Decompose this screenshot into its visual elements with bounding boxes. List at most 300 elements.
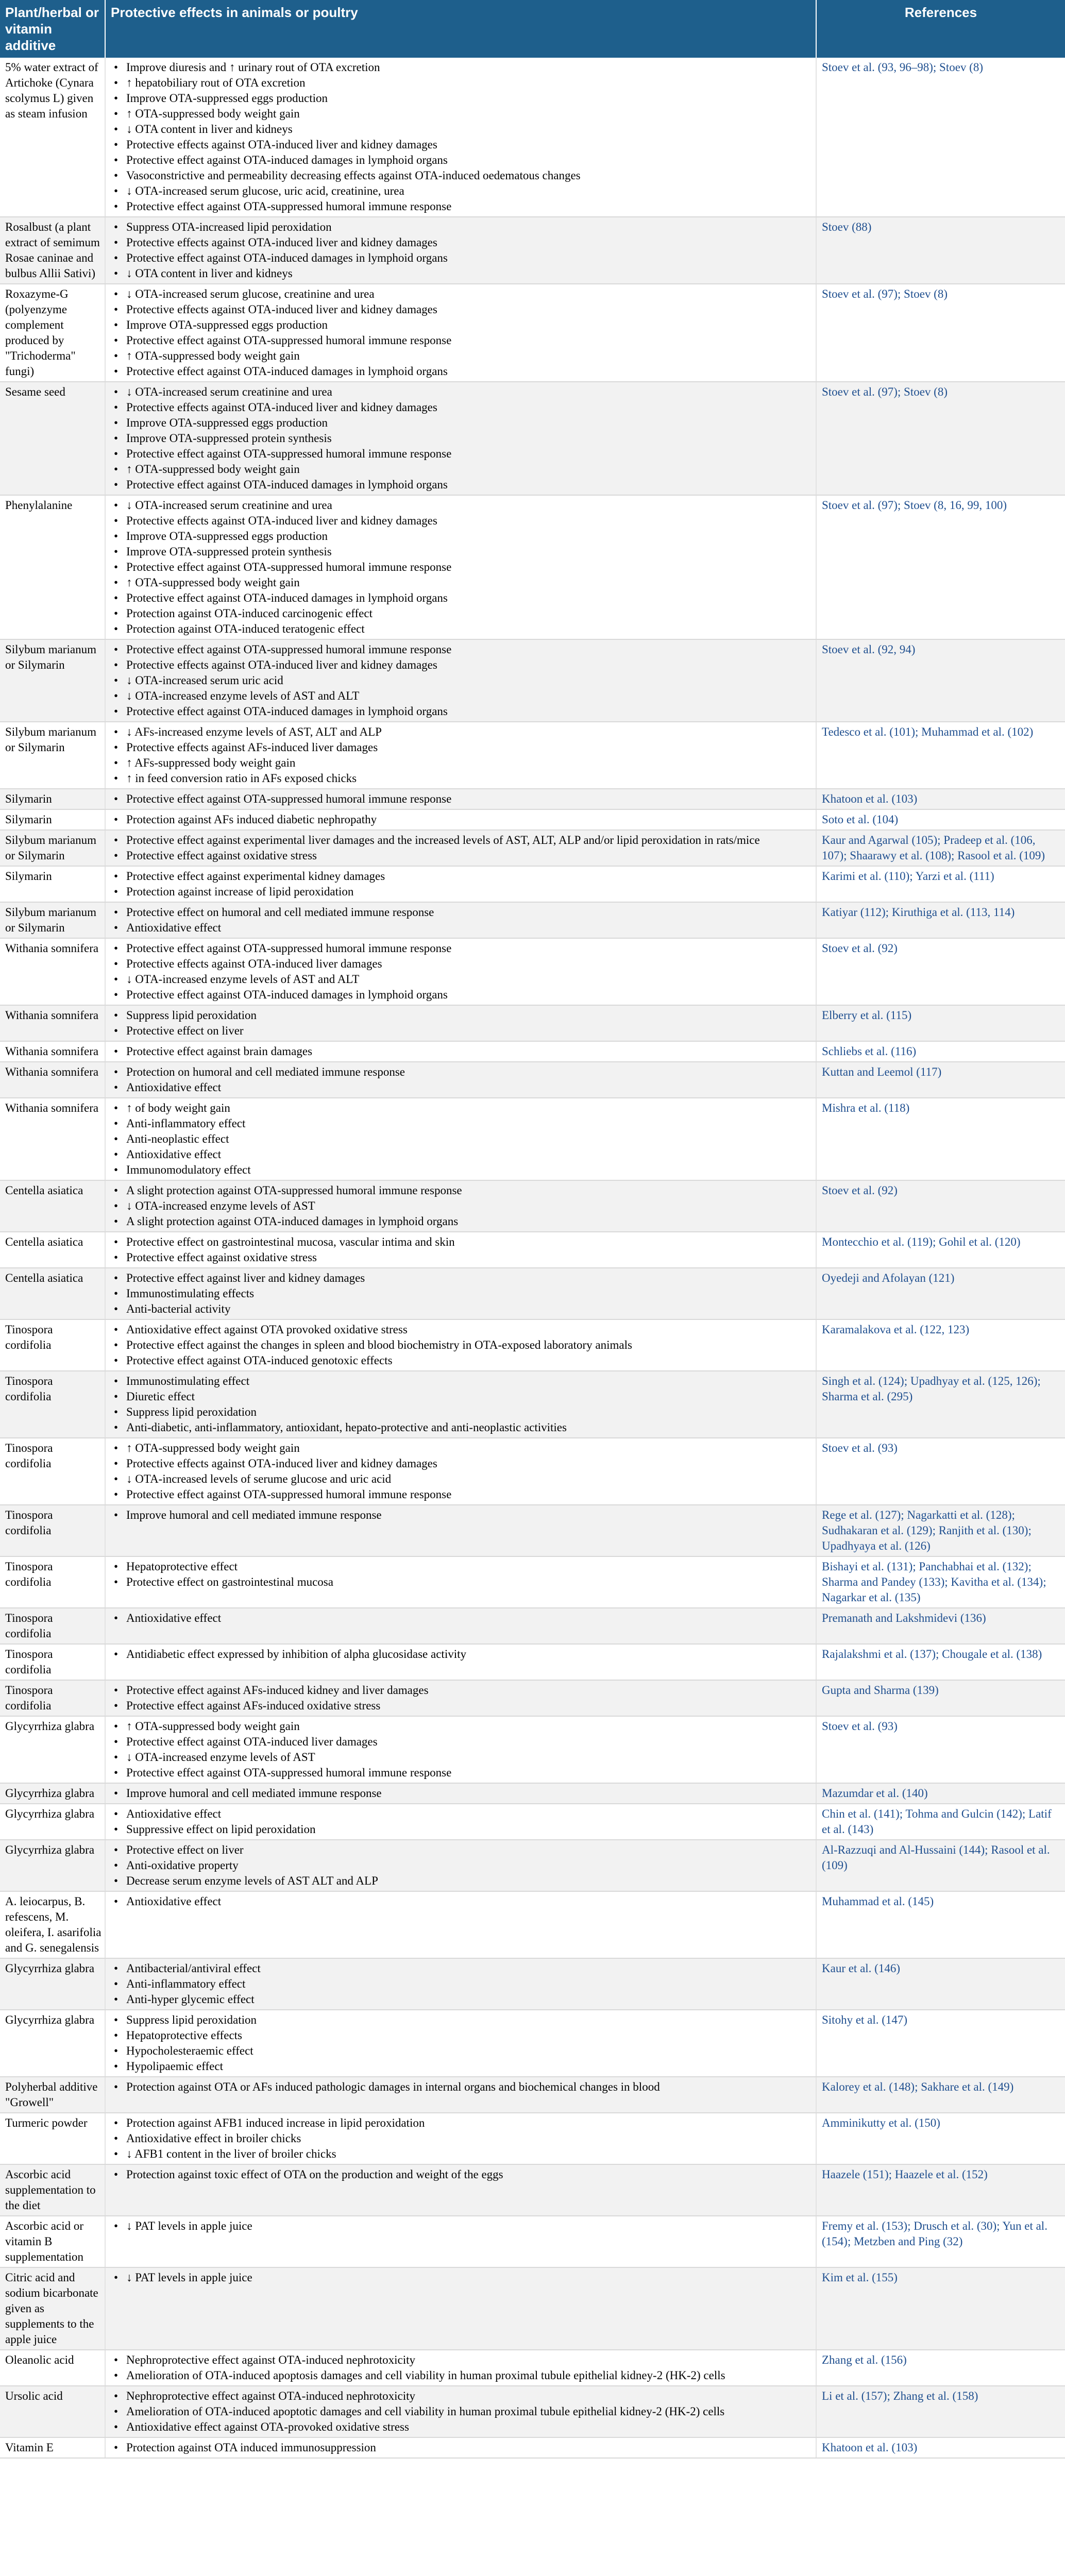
additive-cell: Silybum marianum or Silymarin bbox=[0, 902, 105, 938]
additive-cell: Silymarin bbox=[0, 789, 105, 809]
effect-item: • A slight protection against OTA-induced damages in lymphoid organs bbox=[126, 1214, 810, 1229]
effects-cell bbox=[105, 1783, 816, 1804]
table-row bbox=[0, 1608, 1065, 1644]
effects-list bbox=[109, 1100, 810, 1178]
table-row bbox=[0, 639, 1065, 722]
reference-citation[interactable]: Rajalakshmi et al. (137); Chougale et al. (138) bbox=[822, 1648, 1042, 1660]
additive-cell: Tinospora cordifolia bbox=[0, 1371, 105, 1438]
reference-citation[interactable]: Bishayi et al. (131); Panchabhai et al. (132); Sharma and Pandey (133); Kavitha et al. (134); Nagarkar et al. (135) bbox=[822, 1560, 1046, 1604]
table-row bbox=[0, 722, 1065, 789]
reference-citation[interactable]: Stoev (88) bbox=[822, 221, 872, 233]
effects-list bbox=[109, 498, 810, 637]
references-cell bbox=[816, 639, 1065, 722]
effect-item: • ↑ OTA-suppressed body weight gain bbox=[126, 348, 810, 364]
references-cell bbox=[816, 938, 1065, 1005]
table-row bbox=[0, 1680, 1065, 1716]
effects-cell bbox=[105, 495, 816, 639]
references-cell bbox=[816, 2350, 1065, 2386]
effect-item: • Anti-inflammatory effect bbox=[126, 1976, 810, 1992]
references-cell bbox=[816, 830, 1065, 866]
references-cell bbox=[816, 1232, 1065, 1268]
table-row bbox=[0, 866, 1065, 902]
effects-list bbox=[109, 941, 810, 1003]
header-additive: Plant/herbal or vitamin additive bbox=[0, 0, 105, 58]
reference-citation[interactable]: Schliebs et al. (116) bbox=[822, 1045, 917, 1058]
table-row bbox=[0, 1783, 1065, 1804]
effect-item: • Protection against AFs induced diabetic nephropathy bbox=[126, 812, 810, 827]
effects-list bbox=[109, 1894, 810, 1909]
effect-item: • Protective effect against AFs-induced oxidative stress bbox=[126, 1698, 810, 1714]
reference-citation[interactable]: Kim et al. (155) bbox=[822, 2271, 898, 2284]
reference-citation[interactable]: Haazele (151); Haazele et al. (152) bbox=[822, 2168, 988, 2181]
effect-item: • Improve OTA-suppressed protein synthesis bbox=[126, 544, 810, 560]
effects-cell bbox=[105, 1268, 816, 1319]
additive-cell: Glycyrrhiza glabra bbox=[0, 2010, 105, 2077]
effect-item: • ↓ AFB1 content in the liver of broiler chicks bbox=[126, 2146, 810, 2162]
table-row bbox=[0, 217, 1065, 284]
effects-cell bbox=[105, 58, 816, 217]
effect-item: • ↑ of body weight gain bbox=[126, 1100, 810, 1116]
reference-citation[interactable]: Kaur et al. (146) bbox=[822, 1962, 900, 1975]
effect-item: • Immunostimulating effect bbox=[126, 1374, 810, 1389]
references-cell bbox=[816, 866, 1065, 902]
effect-item: • Improve diuresis and ↑ urinary rout of OTA excretion bbox=[126, 60, 810, 75]
table-row bbox=[0, 2077, 1065, 2113]
effect-item: • ↓ OTA content in liver and kidneys bbox=[126, 266, 810, 281]
reference-citation[interactable]: Gupta and Sharma (139) bbox=[822, 1684, 939, 1697]
effect-item: • Protective effect against experimental liver damages and the increased levels of AST, ALT, ALP and/or lipid peroxidation in rats/mice bbox=[126, 833, 810, 848]
references-cell bbox=[816, 1891, 1065, 1958]
effect-item: • Protective effect against experimental kidney damages bbox=[126, 869, 810, 884]
effects-cell bbox=[105, 2386, 816, 2437]
effect-item: • Suppress lipid peroxidation bbox=[126, 1404, 810, 1420]
effect-item: • Protection against OTA induced immunosuppression bbox=[126, 2440, 810, 2455]
effect-item: • Antibacterial/antiviral effect bbox=[126, 1961, 810, 1976]
effect-item: • Anti-oxidative property bbox=[126, 1858, 810, 1873]
effect-item: • Hepatoprotective effect bbox=[126, 1559, 810, 1574]
effect-item: • ↓ AFs-increased enzyme levels of AST, ALT and ALP bbox=[126, 724, 810, 740]
effects-list bbox=[109, 1008, 810, 1039]
reference-citation[interactable]: Premanath and Lakshmidevi (136) bbox=[822, 1612, 986, 1624]
reference-citation[interactable]: Amminikutty et al. (150) bbox=[822, 2116, 940, 2129]
reference-citation[interactable]: Chin et al. (141); Tohma and Gulcin (142); Latif et al. (143) bbox=[822, 1807, 1052, 1836]
effect-item: • Anti-diabetic, anti-inflammatory, antioxidant, hepato-protective and anti-neoplastic activities bbox=[126, 1420, 810, 1435]
additive-cell: Tinospora cordifolia bbox=[0, 1438, 105, 1505]
effects-list bbox=[109, 1806, 810, 1837]
effect-item: • Protective effects against OTA-induced liver and kidney damages bbox=[126, 137, 810, 152]
effect-item: • Protective effect on liver bbox=[126, 1842, 810, 1858]
reference-citation[interactable]: Stoev et al. (97); Stoev (8, 16, 99, 100) bbox=[822, 499, 1007, 512]
reference-citation[interactable]: Tedesco et al. (101); Muhammad et al. (102) bbox=[822, 725, 1034, 738]
effect-item: • ↑ in feed conversion ratio in AFs exposed chicks bbox=[126, 771, 810, 786]
effects-cell bbox=[105, 1062, 816, 1098]
effect-item: • Nephroprotective effect against OTA-induced nephrotoxicity bbox=[126, 2388, 810, 2404]
effect-item: • Improve humoral and cell mediated immune response bbox=[126, 1786, 810, 1801]
effect-item: • ↓ OTA-increased enzyme levels of AST and ALT bbox=[126, 688, 810, 704]
references-cell bbox=[816, 2216, 1065, 2267]
reference-citation[interactable]: Elberry et al. (115) bbox=[822, 1009, 912, 1022]
additive-cell: Glycyrrhiza glabra bbox=[0, 1804, 105, 1840]
reference-citation[interactable]: Mazumdar et al. (140) bbox=[822, 1787, 928, 1800]
table-row bbox=[0, 938, 1065, 1005]
additive-cell: Withania somnifera bbox=[0, 1098, 105, 1180]
effect-item: • Protective effects against OTA-induced liver and kidney damages bbox=[126, 1456, 810, 1471]
effects-cell bbox=[105, 2216, 816, 2267]
effects-cell bbox=[105, 938, 816, 1005]
effect-item: • Antioxidative effect bbox=[126, 1611, 810, 1626]
additive-cell: Withania somnifera bbox=[0, 1062, 105, 1098]
references-cell bbox=[816, 2386, 1065, 2437]
effects-cell bbox=[105, 830, 816, 866]
reference-citation[interactable]: Stoev et al. (93) bbox=[822, 1720, 898, 1733]
reference-citation[interactable]: Rege et al. (127); Nagarkatti et al. (128); Sudhakaran et al. (129); Ranjith et al. (130); Upadhyaya et al. (126) bbox=[822, 1509, 1032, 1552]
table-row bbox=[0, 1891, 1065, 1958]
effect-item: • ↑ hepatobiliary rout of OTA excretion bbox=[126, 75, 810, 91]
effects-list bbox=[109, 812, 810, 827]
references-cell bbox=[816, 1840, 1065, 1891]
table-row bbox=[0, 1180, 1065, 1232]
reference-citation[interactable]: Karimi et al. (110); Yarzi et al. (111) bbox=[822, 870, 994, 883]
references-cell bbox=[816, 1268, 1065, 1319]
effect-item: • A slight protection against OTA-suppressed humoral immune response bbox=[126, 1183, 810, 1198]
effect-item: • Protection against toxic effect of OTA on the production and weight of the eggs bbox=[126, 2167, 810, 2182]
effects-cell bbox=[105, 1180, 816, 1232]
effect-item: • Protective effect against OTA-induced damages in lymphoid organs bbox=[126, 364, 810, 379]
reference-citation[interactable]: Soto et al. (104) bbox=[822, 813, 899, 826]
effect-item: • Amelioration of OTA-induced apoptotic damages and cell viability in human proximal tubule epithelial kidney-2 (HK-2) cells bbox=[126, 2404, 810, 2419]
reference-citation[interactable]: Kuttan and Leemol (117) bbox=[822, 1065, 942, 1078]
reference-citation[interactable]: Singh et al. (124); Upadhyay et al. (125, 126); Sharma et al. (295) bbox=[822, 1375, 1041, 1403]
table-row bbox=[0, 1716, 1065, 1783]
reference-citation[interactable]: Muhammad et al. (145) bbox=[822, 1895, 934, 1908]
effect-item: • Protection against increase of lipid peroxidation bbox=[126, 884, 810, 900]
effects-list bbox=[109, 219, 810, 281]
effect-item: • Protective effect against oxidative stress bbox=[126, 1250, 810, 1265]
reference-citation[interactable]: Stoev et al. (93) bbox=[822, 1442, 898, 1454]
table-body bbox=[0, 58, 1065, 2458]
effects-list bbox=[109, 2115, 810, 2162]
effects-list bbox=[109, 1374, 810, 1435]
effect-item: • Protective effect against OTA-induced damages in lymphoid organs bbox=[126, 250, 810, 266]
effects-cell bbox=[105, 902, 816, 938]
effect-item: • Protection against OTA-induced carcinogenic effect bbox=[126, 606, 810, 621]
additive-cell: Phenylalanine bbox=[0, 495, 105, 639]
table-row bbox=[0, 809, 1065, 830]
reference-citation[interactable]: Stoev et al. (93, 96–98); Stoev (8) bbox=[822, 61, 984, 74]
effect-item: • Immunomodulatory effect bbox=[126, 1162, 810, 1178]
additive-cell: Oleanolic acid bbox=[0, 2350, 105, 2386]
effect-item: • Suppress OTA-increased lipid peroxidation bbox=[126, 219, 810, 235]
effect-item: • Protective effect against OTA-induced damages in lymphoid organs bbox=[126, 152, 810, 168]
effects-list bbox=[109, 1234, 810, 1265]
effects-list bbox=[109, 60, 810, 214]
effects-cell bbox=[105, 1232, 816, 1268]
effects-cell bbox=[105, 1505, 816, 1556]
references-cell bbox=[816, 1556, 1065, 1608]
table-row bbox=[0, 789, 1065, 809]
effect-item: • Protective effect against OTA-suppressed humoral immune response bbox=[126, 1765, 810, 1781]
additive-cell: Polyherbal additive "Growell" bbox=[0, 2077, 105, 2113]
effect-item: • ↑ OTA-suppressed body weight gain bbox=[126, 1440, 810, 1456]
effects-list bbox=[109, 286, 810, 379]
references-cell bbox=[816, 1716, 1065, 1783]
effects-cell bbox=[105, 866, 816, 902]
effects-list bbox=[109, 869, 810, 900]
effect-item: • Protective effect against OTA-suppressed humoral immune response bbox=[126, 642, 810, 657]
table-row bbox=[0, 1840, 1065, 1891]
effect-item: • Protective effects against OTA-induced liver damages bbox=[126, 956, 810, 972]
effect-item: • ↓ OTA-increased serum glucose, creatinine and urea bbox=[126, 286, 810, 302]
effects-cell bbox=[105, 1958, 816, 2010]
references-cell bbox=[816, 722, 1065, 789]
table-row bbox=[0, 2164, 1065, 2216]
table-row bbox=[0, 1319, 1065, 1371]
reference-citation[interactable]: Stoev et al. (92) bbox=[822, 1184, 898, 1197]
additive-cell: Sesame seed bbox=[0, 382, 105, 495]
references-cell bbox=[816, 2010, 1065, 2077]
references-cell bbox=[816, 1438, 1065, 1505]
effect-item: • Protective effect on gastrointestinal mucosa, vascular intima and skin bbox=[126, 1234, 810, 1250]
reference-citation[interactable]: Khatoon et al. (103) bbox=[822, 792, 918, 805]
table-row bbox=[0, 58, 1065, 217]
references-cell bbox=[816, 1180, 1065, 1232]
effect-item: • Protective effects against OTA-induced liver and kidney damages bbox=[126, 302, 810, 317]
references-cell bbox=[816, 1804, 1065, 1840]
effects-list bbox=[109, 2012, 810, 2074]
additive-cell: Tinospora cordifolia bbox=[0, 1680, 105, 1716]
references-cell bbox=[816, 2077, 1065, 2113]
table-row bbox=[0, 1005, 1065, 1041]
effect-item: • ↓ OTA-increased enzyme levels of AST bbox=[126, 1750, 810, 1765]
table-row bbox=[0, 2216, 1065, 2267]
effect-item: • Vasoconstrictive and permeability decreasing effects against OTA-induced oedematous changes bbox=[126, 168, 810, 183]
effect-item: • ↓ OTA-increased enzyme levels of AST and ALT bbox=[126, 972, 810, 987]
additive-cell: Vitamin E bbox=[0, 2437, 105, 2458]
table-row bbox=[0, 1505, 1065, 1556]
additive-cell: Withania somnifera bbox=[0, 938, 105, 1005]
effect-item: • Hypocholesteraemic effect bbox=[126, 2043, 810, 2059]
effects-cell bbox=[105, 1098, 816, 1180]
effect-item: • Nephroprotective effect against OTA-induced nephrotoxicity bbox=[126, 2352, 810, 2368]
effect-item: • Anti-neoplastic effect bbox=[126, 1131, 810, 1147]
table-row bbox=[0, 1438, 1065, 1505]
effects-list bbox=[109, 1559, 810, 1590]
effects-list bbox=[109, 384, 810, 493]
table-row bbox=[0, 495, 1065, 639]
additive-cell: 5% water extract of Artichoke (Cynara scolymus L) given as steam infusion bbox=[0, 58, 105, 217]
effect-item: • Improve OTA-suppressed eggs production bbox=[126, 529, 810, 544]
effect-item: • ↓ OTA-increased serum glucose, uric acid, creatinine, urea bbox=[126, 183, 810, 199]
effect-item: • Anti-bacterial activity bbox=[126, 1301, 810, 1317]
effects-list bbox=[109, 642, 810, 719]
references-cell bbox=[816, 284, 1065, 382]
table-row bbox=[0, 2010, 1065, 2077]
effect-item: • Protective effect against brain damages bbox=[126, 1044, 810, 1059]
additive-cell: Withania somnifera bbox=[0, 1005, 105, 1041]
references-cell bbox=[816, 382, 1065, 495]
references-cell bbox=[816, 2113, 1065, 2164]
references-cell bbox=[816, 1644, 1065, 1680]
effect-item: • Protective effect on humoral and cell mediated immune response bbox=[126, 905, 810, 920]
effect-item: • Improve OTA-suppressed eggs production bbox=[126, 415, 810, 431]
effect-item: • Protective effects against AFs-induced liver damages bbox=[126, 740, 810, 755]
table-row bbox=[0, 1804, 1065, 1840]
header-row bbox=[0, 0, 1065, 58]
additive-cell: Silymarin bbox=[0, 809, 105, 830]
effect-item: • Protective effects against OTA-induced liver and kidney damages bbox=[126, 235, 810, 250]
effect-item: • Suppress lipid peroxidation bbox=[126, 2012, 810, 2028]
table-row bbox=[0, 902, 1065, 938]
effects-list bbox=[109, 905, 810, 936]
effect-item: • Protective effect against OTA-induced damages in lymphoid organs bbox=[126, 987, 810, 1003]
effects-list bbox=[109, 2440, 810, 2455]
effect-item: • Suppressive effect on lipid peroxidation bbox=[126, 1822, 810, 1837]
effects-cell bbox=[105, 1891, 816, 1958]
additive-cell: Ascorbic acid or vitamin B supplementation bbox=[0, 2216, 105, 2267]
references-cell bbox=[816, 2437, 1065, 2458]
table-header bbox=[0, 0, 1065, 58]
effect-item: • Protective effect against OTA-induced genotoxic effects bbox=[126, 1353, 810, 1368]
additive-cell: Rosalbust (a plant extract of semimum Rosae caninae and bulbus Allii Sativi) bbox=[0, 217, 105, 284]
effect-item: • ↓ OTA content in liver and kidneys bbox=[126, 122, 810, 137]
additive-cell: A. leiocarpus, B. refescens, M. oleifera, I. asarifolia and G. senegalensis bbox=[0, 1891, 105, 1958]
reference-citation[interactable]: Khatoon et al. (103) bbox=[822, 2441, 918, 2454]
effects-cell bbox=[105, 2164, 816, 2216]
reference-citation[interactable]: Sitohy et al. (147) bbox=[822, 2013, 908, 2026]
effects-list bbox=[109, 2270, 810, 2285]
references-cell bbox=[816, 1041, 1065, 1062]
effects-list bbox=[109, 1270, 810, 1317]
effect-item: • Protective effect against OTA-induced damages in lymphoid organs bbox=[126, 590, 810, 606]
effect-item: • Protection against OTA or AFs induced pathologic damages in internal organs and biochemical changes in blood bbox=[126, 2079, 810, 2095]
effect-item: • Anti-inflammatory effect bbox=[126, 1116, 810, 1131]
effect-item: • ↑ OTA-suppressed body weight gain bbox=[126, 575, 810, 590]
table-row bbox=[0, 2113, 1065, 2164]
reference-citation[interactable]: Katiyar (112); Kiruthiga et al. (113, 114) bbox=[822, 906, 1015, 919]
effects-list bbox=[109, 1044, 810, 1059]
effect-item: • Improve OTA-suppressed eggs production bbox=[126, 91, 810, 106]
references-cell bbox=[816, 1098, 1065, 1180]
header-effects: Protective effects in animals or poultry bbox=[105, 0, 816, 58]
effects-list bbox=[109, 2388, 810, 2435]
effects-list bbox=[109, 1183, 810, 1229]
effect-item: • Protective effect on liver bbox=[126, 1023, 810, 1039]
effect-item: • Protective effect against OTA-suppressed humoral immune response bbox=[126, 1487, 810, 1502]
reference-citation[interactable]: Mishra et al. (118) bbox=[822, 1101, 910, 1114]
effects-list bbox=[109, 1786, 810, 1801]
effect-item: • Immunostimulating effects bbox=[126, 1286, 810, 1301]
effect-item: • Protective effect against AFs-induced kidney and liver damages bbox=[126, 1683, 810, 1698]
effects-cell bbox=[105, 809, 816, 830]
additive-cell: Centella asiatica bbox=[0, 1180, 105, 1232]
effects-cell bbox=[105, 1556, 816, 1608]
references-cell bbox=[816, 1062, 1065, 1098]
effect-item: • Protective effect on gastrointestinal mucosa bbox=[126, 1574, 810, 1590]
additive-cell: Tinospora cordifolia bbox=[0, 1505, 105, 1556]
effect-item: • ↑ AFs-suppressed body weight gain bbox=[126, 755, 810, 771]
table-row bbox=[0, 1098, 1065, 1180]
effect-item: • Antioxidative effect bbox=[126, 1080, 810, 1095]
effect-item: • Protection against AFB1 induced increase in lipid peroxidation bbox=[126, 2115, 810, 2131]
effect-item: • Protective effect against OTA-induced liver damages bbox=[126, 1734, 810, 1750]
additive-cell: Withania somnifera bbox=[0, 1041, 105, 1062]
additive-cell: Tinospora cordifolia bbox=[0, 1319, 105, 1371]
effect-item: • Hypolipaemic effect bbox=[126, 2059, 810, 2074]
references-cell bbox=[816, 2267, 1065, 2350]
effects-list bbox=[109, 1507, 810, 1523]
references-cell bbox=[816, 1505, 1065, 1556]
effects-cell bbox=[105, 1371, 816, 1438]
effect-item: • Protection against OTA-induced teratogenic effect bbox=[126, 621, 810, 637]
reference-citation[interactable]: Stoev et al. (92, 94) bbox=[822, 643, 916, 656]
table-row bbox=[0, 1268, 1065, 1319]
effect-item: • Improve OTA-suppressed protein synthesis bbox=[126, 431, 810, 446]
effects-cell bbox=[105, 1716, 816, 1783]
effects-list bbox=[109, 1719, 810, 1781]
effect-item: • Protective effect against liver and kidney damages bbox=[126, 1270, 810, 1286]
reference-citation[interactable]: Fremy et al. (153); Drusch et al. (30); Yun et al. (154); Metzben and Ping (32) bbox=[822, 2219, 1047, 2248]
table-row bbox=[0, 1958, 1065, 2010]
effects-cell bbox=[105, 2437, 816, 2458]
effect-item: • Antioxidative effect against OTA-provoked oxidative stress bbox=[126, 2419, 810, 2435]
effects-cell bbox=[105, 1680, 816, 1716]
effect-item: • Protective effect against OTA-suppressed humoral immune response bbox=[126, 941, 810, 956]
effects-cell bbox=[105, 217, 816, 284]
references-cell bbox=[816, 495, 1065, 639]
effects-cell bbox=[105, 2113, 816, 2164]
effects-list bbox=[109, 1064, 810, 1095]
effect-item: • Protective effects against OTA-induced liver and kidney damages bbox=[126, 400, 810, 415]
reference-citation[interactable]: Al-Razzuqi and Al-Hussaini (144); Rasool et al. (109) bbox=[822, 1843, 1050, 1872]
effects-cell bbox=[105, 789, 816, 809]
additive-cell: Silybum marianum or Silymarin bbox=[0, 722, 105, 789]
reference-citation[interactable]: Li et al. (157); Zhang et al. (158) bbox=[822, 2389, 978, 2402]
effect-item: • Protective effect against OTA-induced damages in lymphoid organs bbox=[126, 477, 810, 493]
effects-list bbox=[109, 2167, 810, 2182]
effect-item: • Protective effect against OTA-induced damages in lymphoid organs bbox=[126, 704, 810, 719]
effect-item: • ↓ OTA-increased enzyme levels of AST bbox=[126, 1198, 810, 1214]
reference-citation[interactable]: Zhang et al. (156) bbox=[822, 2353, 907, 2366]
references-cell bbox=[816, 809, 1065, 830]
reference-citation[interactable]: Stoev et al. (97); Stoev (8) bbox=[822, 287, 948, 300]
reference-citation[interactable]: Oyedeji and Afolayan (121) bbox=[822, 1272, 955, 1284]
effect-item: • Hepatoprotective effects bbox=[126, 2028, 810, 2043]
effects-list bbox=[109, 1611, 810, 1626]
reference-citation[interactable]: Stoev et al. (97); Stoev (8) bbox=[822, 385, 948, 398]
effect-item: • Suppress lipid peroxidation bbox=[126, 1008, 810, 1023]
effects-cell bbox=[105, 2350, 816, 2386]
reference-citation[interactable]: Kalorey et al. (148); Sakhare et al. (149) bbox=[822, 2080, 1014, 2093]
effects-cell bbox=[105, 1005, 816, 1041]
reference-citation[interactable]: Karamalakova et al. (122, 123) bbox=[822, 1323, 970, 1336]
effects-list bbox=[109, 2218, 810, 2234]
effect-item: • Antioxidative effect bbox=[126, 1806, 810, 1822]
reference-citation[interactable]: Stoev et al. (92) bbox=[822, 942, 898, 955]
effects-list bbox=[109, 1961, 810, 2007]
effects-cell bbox=[105, 1644, 816, 1680]
table-row bbox=[0, 1371, 1065, 1438]
reference-citation[interactable]: Montecchio et al. (119); Gohil et al. (120) bbox=[822, 1235, 1021, 1248]
reference-citation[interactable]: Kaur and Agarwal (105); Pradeep et al. (106, 107); Shaarawy et al. (108); Rasool et al. (109) bbox=[822, 834, 1045, 862]
effect-item: • Protective effects against OTA-induced liver and kidney damages bbox=[126, 657, 810, 673]
effect-item: • ↓ OTA-increased levels of serume glucose and uric acid bbox=[126, 1471, 810, 1487]
effect-item: • ↑ OTA-suppressed body weight gain bbox=[126, 462, 810, 477]
references-cell bbox=[816, 789, 1065, 809]
effect-item: • Antioxidative effect against OTA provoked oxidative stress bbox=[126, 1322, 810, 1337]
effect-item: • ↓ OTA-increased serum creatinine and urea bbox=[126, 384, 810, 400]
effects-cell bbox=[105, 382, 816, 495]
table-row bbox=[0, 2267, 1065, 2350]
